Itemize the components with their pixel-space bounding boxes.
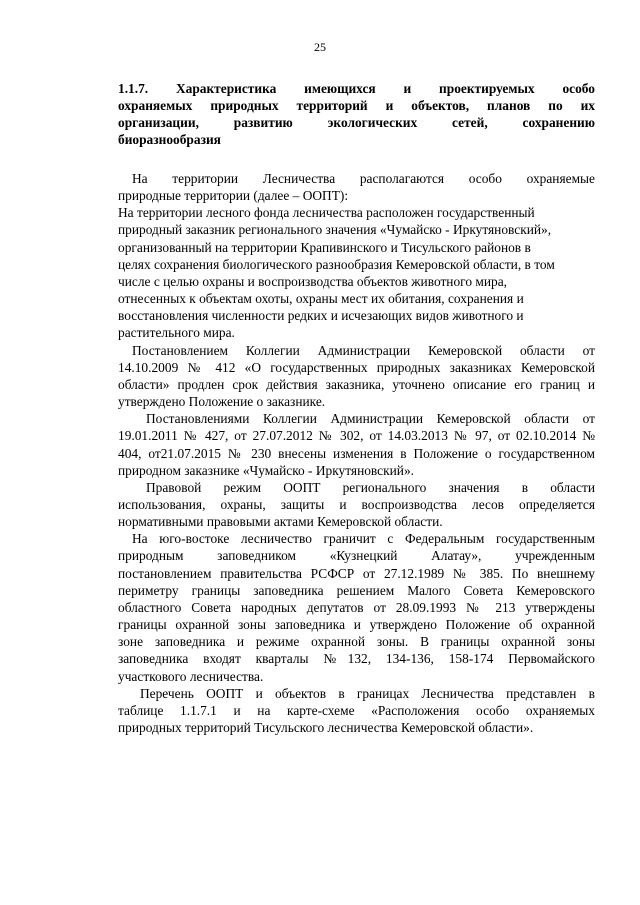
text-line: отнесенных к объектам охоты, охраны мест их обитания, сохранения и: [118, 291, 524, 307]
heading-line: организации, развитию экологических сетей, сохранению: [118, 115, 595, 130]
text-line: организованный на территории Крапивинского и Тисульского районов в: [118, 239, 531, 255]
paragraph-zakaznik: [118, 204, 595, 341]
document-body: [118, 80, 595, 736]
text-line: 14.10.2009 № 412 «О государственных природных заказниках Кемеровской: [118, 359, 595, 375]
paragraph-legal-regime: [118, 479, 595, 530]
paragraph-oopt-list: [118, 685, 595, 736]
paragraph-postanovleniya-changes: [118, 410, 595, 479]
text-line: 19.01.2011 № 427, от 27.07.2012 № 302, от 14.03.2013 № 97, от 02.10.2014 №: [118, 428, 595, 444]
text-line: природным заповедником «Кузнецкий Алатау», учрежденным: [118, 548, 595, 564]
text-line: периметру границы заповедника решением Малого Совета Кемеровского: [118, 582, 595, 598]
text-line: природный заказник регионального значения «Чумайско - Иркутяновский»,: [118, 222, 552, 238]
text-line: Правовой режим ООПТ регионального значения в области: [146, 479, 595, 495]
text-line: использования, охраны, защиты и воспроизводства лесов определяется: [118, 496, 595, 512]
text-line: На юго-востоке лесничество граничит с Федеральным государственным: [132, 531, 595, 547]
text-line: участкового лесничества.: [118, 668, 264, 684]
heading-line: биоразнообразия: [118, 132, 221, 147]
text-line: числе с целью охраны и воспроизводства объектов животного мира,: [118, 273, 508, 289]
text-line: природном заказнике «Чумайско - Иркутяновский».: [118, 462, 415, 478]
text-line: нормативными правовыми актами Кемеровской области.: [118, 514, 443, 530]
text-line: Постановлением Коллегии Администрации Кемеровской области от: [132, 342, 595, 358]
text-line: 404, от21.07.2015 № 230 внесены изменения в Положение о государственном: [118, 445, 595, 461]
text-line: Постановлениями Коллегии Администрации Кемеровской области от: [146, 411, 595, 427]
text-line: На территории Лесничества располагаются особо охраняемые: [132, 171, 595, 186]
text-line: областного Совета народных депутатов от 28.09.1993 № 213 утверждены: [118, 599, 595, 615]
heading-line: 1.1.7. Характеристика имеющихся и проектируемых особо: [118, 81, 595, 96]
text-line: Перечень ООПТ и объектов в границах Лесничества представлен в: [140, 685, 595, 701]
text-line: восстановления численности редких и исчезающих видов животного и: [118, 308, 524, 324]
text-line: природных территорий Тисульского лесничества Кемеровской области».: [118, 720, 534, 735]
heading-line: охраняемых природных территорий и объектов, планов по их: [118, 98, 595, 113]
text-line: На территории лесного фонда лесничества расположен государственный: [118, 205, 535, 221]
text-line: постановлением правительства РСФСР от 27.12.1989 № 385. По внешнему: [118, 565, 595, 581]
text-line: границы охранной зоны заповедника и утверждено Положение об охранной: [118, 617, 595, 633]
text-line: таблице 1.1.7.1 и на карте-схеме «Расположения особо охраняемых: [118, 702, 595, 718]
text-line: целях сохранения биологического разнообразия Кемеровской области, в том: [118, 256, 555, 272]
paragraph-oopt-intro: [118, 170, 595, 204]
paragraph-postanovlenie-2009: [118, 342, 595, 411]
page-number: 25: [314, 40, 326, 54]
text-line: заповедника входят кварталы №132, 134-136, 158-174 Первомайского: [118, 651, 595, 667]
text-line: области» продлен срок действия заказника, уточнено описание его границ и: [118, 376, 595, 392]
text-line: зоне заповедника и режиме охранной зоны. В границы охранной зоны: [118, 634, 595, 650]
section-heading: [118, 80, 595, 148]
text-line: утверждено Положение о заказнике.: [118, 394, 326, 410]
text-line: природные территории (далее – ООПТ):: [118, 188, 349, 204]
text-line: растительного мира.: [118, 325, 235, 341]
paragraph-kuznetsky-alatau: [118, 530, 595, 684]
